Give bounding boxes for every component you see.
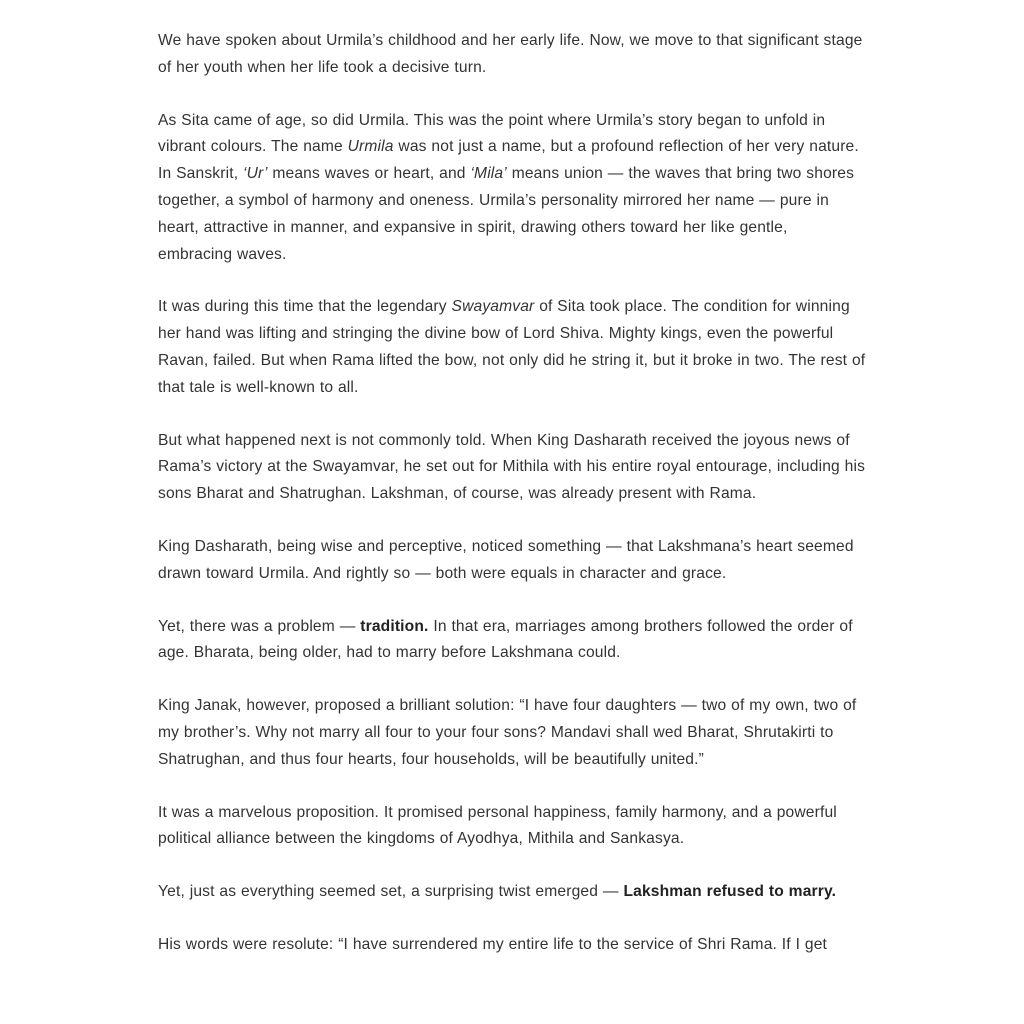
text-run: means union — the waves that bring two shores together, a symbol of harmony and oneness. Urmila’s personality mirrored her name — pure in heart, attractive in manner, and expansive in spirit, drawing others toward her like gentle, embracing waves. [158, 165, 855, 263]
text-run: Yet, just as everything seemed set, a surprising twist emerged — [158, 883, 624, 901]
text-run: His words were resolute: “I have surrendered my entire life to the service of Shri Rama. If I get [158, 935, 828, 953]
paragraph [158, 534, 866, 588]
paragraph [158, 800, 866, 854]
paragraph [158, 614, 866, 668]
text-run: It was during this time that the legendary [158, 298, 452, 316]
paragraph [158, 108, 866, 269]
paragraph [158, 693, 866, 773]
text-run: means waves or heart, and [267, 165, 471, 183]
article-body [158, 28, 866, 959]
paragraph [158, 28, 866, 82]
text-run: of Sita took place. The condition for winning her hand was lifting and stringing the divine bow of Lord Shiva. Mighty kings, even the powerful Ravan, failed. But when Rama lifted the bow, not only did he string it, but it broke in two. The rest of that tale is well-known to all. [158, 298, 866, 396]
strong-text: Lakshman refused to marry. [623, 883, 837, 901]
text-run: It was a marvelous proposition. It promised personal happiness, family harmony, and a powerful political alliance between the kingdoms of Ayodhya, Mithila and Sankasya. [158, 803, 837, 848]
emphasis-text: Swayamvar [451, 298, 535, 316]
text-run: King Dasharath, being wise and perceptive, noticed something — that Lakshmana’s heart seemed drawn toward Urmila. And rightly so — both were equals in character and grace. [158, 537, 854, 582]
text-run: We have spoken about Urmila’s childhood and her early life. Now, we move to that significant stage of her youth when her life took a decisive turn. [158, 32, 863, 76]
emphasis-text: ‘Mila’ [470, 165, 507, 183]
strong-text: tradition. [360, 617, 429, 635]
paragraph [158, 932, 866, 959]
emphasis-text: ‘Ur’ [242, 165, 268, 183]
paragraph [158, 879, 866, 906]
text-run: But what happened next is not commonly told. When King Dasharath received the joyous news of Rama’s victory at the Swayamvar, he set out for Mithila with his entire royal entourage, including his sons Bharat and Shatrughan. Lakshman, of course, was already present with Rama. [158, 431, 866, 503]
text-run: Yet, there was a problem — [158, 617, 361, 635]
text-run: was not just a name, but a profound reflection of her very nature. In Sanskrit, [158, 138, 859, 183]
emphasis-text: Urmila [347, 138, 394, 156]
paragraph [158, 294, 866, 401]
text-run: In that era, marriages among brothers followed the order of age. Bharata, being older, had to marry before Lakshmana could. [158, 617, 853, 662]
text-run: King Janak, however, proposed a brilliant solution: “I have four daughters — two of my own, two of my brother’s. Why not marry all four to your four sons? Mandavi shall wed Bharat, Shrutakirti to Shatrughan, and thus four hearts, four households, will be beautifully united.” [158, 697, 857, 768]
text-run: As Sita came of age, so did Urmila. This was the point where Urmila’s story began to unfold in vibrant colours. The name [158, 111, 826, 156]
paragraph [158, 428, 866, 508]
